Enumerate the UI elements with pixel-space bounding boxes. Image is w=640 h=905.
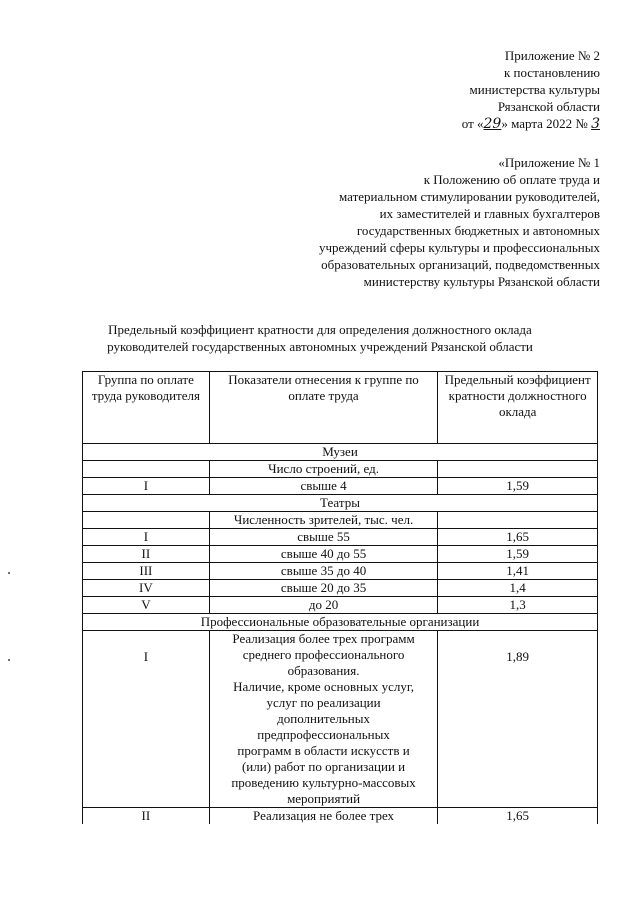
group-cell: IV [83,580,210,597]
indicator-line: мероприятий [287,791,361,806]
table-row [83,580,598,597]
group-cell: I [83,631,210,808]
group-cell: III [83,563,210,580]
subheader-line-7: образовательных организаций, подведомственных [321,257,600,272]
region-name: Рязанской области [497,99,600,114]
group-cell: V [83,597,210,614]
empty-cell [83,512,210,529]
document-title-line-2: руководителей государственных автономных учреждений Рязанской области [107,339,533,354]
coef-cell: 1,4 [438,580,598,597]
indicator-cell: свыше 35 до 40 [209,563,438,580]
indicator-line: предпрофессиональных [257,727,390,742]
empty-cell [83,461,210,478]
coef-cell: 1,41 [438,563,598,580]
header-group: Группа по оплате труда руководителя [83,372,210,444]
subheader-line-6: учреждений сферы культуры и профессиональных [318,240,600,255]
coef-cell: 1,65 [438,808,598,825]
indicator-cell-multiline [209,631,438,808]
appendix-title: Приложение № 2 [504,48,600,63]
indicator-cell: до 20 [209,597,438,614]
group-cell: I [83,478,210,495]
table-row [83,631,598,808]
indicator-museums: Число строений, ед. [209,461,438,478]
table-row [83,546,598,563]
indicator-cell: свыше 40 до 55 [209,546,438,563]
section-museums: Музеи [83,444,598,461]
indicator-line: среднего профессионального [242,647,405,662]
indicator-line: образования. [287,663,360,678]
indicator-theatres: Численность зрителей, тыс. чел. [209,512,438,529]
table-row [83,529,598,546]
indicator-cell: свыше 4 [209,478,438,495]
group-cell: II [83,546,210,563]
subheader-line-4: их заместителей и главных бухгалтеров [379,206,600,221]
table-row [83,808,598,825]
table-row [83,597,598,614]
indicator-line: услуг по реализации [266,695,381,710]
resolution-ref: к постановлению [503,65,600,80]
scan-speck [8,572,10,574]
subheader-line-5: государственных бюджетных и автономных [356,223,600,238]
subheader-line-1: «Приложение № 1 [498,155,600,170]
indicator-row-museums [83,461,598,478]
indicator-row-theatres [83,512,598,529]
section-row-education [83,614,598,631]
section-row-museums [83,444,598,461]
coef-cell: 1,3 [438,597,598,614]
table-header-row [83,372,598,444]
document-title-line-1: Предельный коэффициент кратности для определения должностного оклада [108,322,532,337]
date-suffix: » марта 2022 № [501,116,588,131]
coef-cell: 1,89 [438,631,598,808]
section-theatres: Театры [83,495,598,512]
coef-cell: 1,59 [438,478,598,495]
scan-speck [8,659,10,661]
table-row [83,478,598,495]
coef-cell: 1,59 [438,546,598,563]
date-prefix: от « [461,116,484,131]
ministry-name: министерства культуры [469,82,600,97]
coef-cell: 1,65 [438,529,598,546]
indicator-cell: свыше 55 [209,529,438,546]
indicator-line: дополнительных [277,711,370,726]
header-indicators: Показатели отнесения к группе по оплате труда [209,372,438,444]
indicator-line: Наличие, кроме основных услуг, [233,679,414,694]
indicator-line: Реализация более трех программ [232,631,415,646]
empty-cell [438,461,598,478]
section-row-theatres [83,495,598,512]
indicator-line: (или) работ по организации и [241,759,406,774]
section-education: Профессиональные образовательные организации [83,614,598,631]
indicator-cell: Реализация не более трех [209,808,438,825]
subheader-line-3: материальном стимулировании руководителей, [339,189,600,204]
resolution-date [462,116,600,132]
resolution-number-handwritten: 3 [591,116,600,132]
group-cell: I [83,529,210,546]
table-row [83,563,598,580]
subheader-line-8: министерству культуры Рязанской области [363,274,600,289]
indicator-line: проведению культурно-массовых [231,775,416,790]
empty-cell [438,512,598,529]
date-day-handwritten: 29 [483,116,502,132]
group-cell: II [83,808,210,825]
indicator-line: программ в области искусств и [237,743,410,758]
indicator-cell: свыше 20 до 35 [209,580,438,597]
subheader-line-2: к Положению об оплате труда и [423,172,600,187]
header-coefficient: Предельный коэффициент кратности должностного оклада [438,372,598,444]
coefficient-table [82,371,598,824]
